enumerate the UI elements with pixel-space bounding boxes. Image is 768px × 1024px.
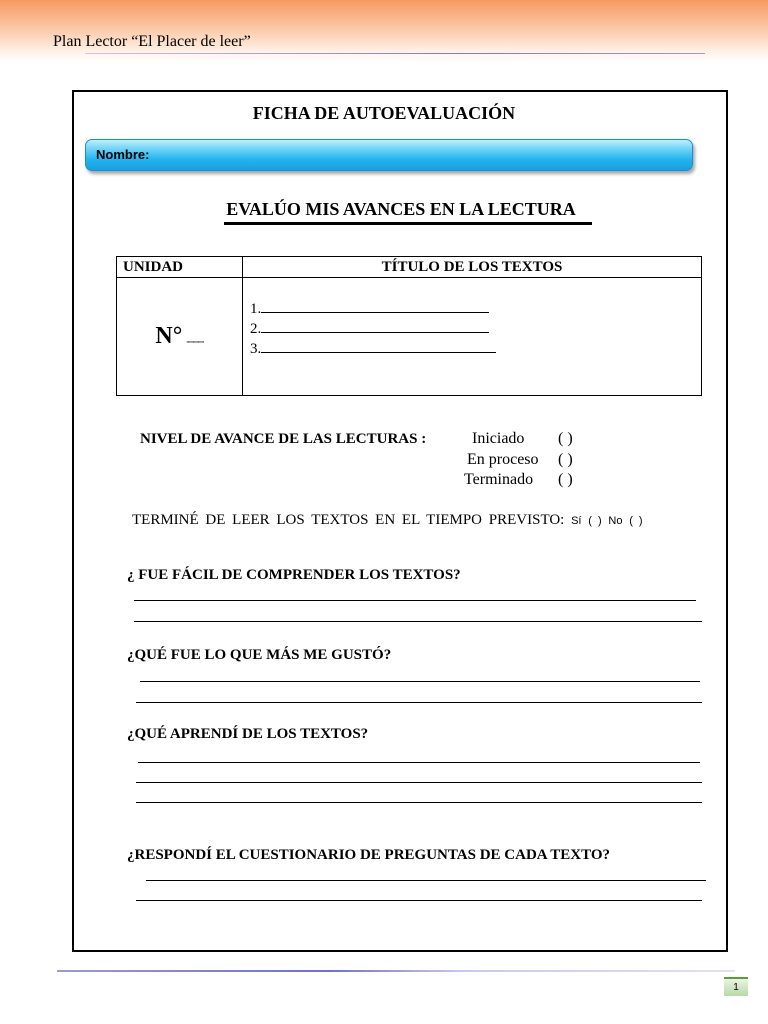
finished-colon: : xyxy=(560,512,565,528)
question-3: ¿QUÉ APRENDÍ DE LOS TEXTOS? xyxy=(127,726,369,742)
answer-line-2b[interactable] xyxy=(136,702,702,703)
unit-number-label: N° xyxy=(155,323,183,349)
answer-line-2a[interactable] xyxy=(140,681,700,682)
option-yes: Sí xyxy=(571,515,582,527)
text-title-number: 3. xyxy=(250,341,262,357)
answer-line-3a[interactable] xyxy=(138,762,700,763)
option-en-proceso: En proceso xyxy=(467,451,539,468)
header-title: Plan Lector “El Placer de leer” xyxy=(53,33,251,50)
question-1: ¿ FUE FÁCIL DE COMPRENDER LOS TEXTOS? xyxy=(127,567,461,583)
unit-number-cell[interactable] xyxy=(117,278,243,396)
answer-line-4a[interactable] xyxy=(146,880,706,881)
checkbox-yes[interactable]: ( ) xyxy=(588,515,602,527)
form-title: FICHA DE AUTOEVALUACIÓN xyxy=(252,103,516,123)
option-terminado: Terminado xyxy=(464,471,534,488)
progress-level-label: NIVEL DE AVANCE DE LAS LECTURAS : xyxy=(140,431,427,447)
subtitle-underline xyxy=(224,222,592,225)
footer-rule xyxy=(57,970,735,972)
finished-on-time-text: TERMINÉ DE LEER LOS TEXTOS EN EL TIEMPO PREVISTO xyxy=(132,512,561,528)
answer-line-1b[interactable] xyxy=(134,621,702,622)
units-table xyxy=(116,256,702,396)
text-titles-cell xyxy=(243,278,702,396)
option-iniciado: Iniciado xyxy=(472,430,525,447)
text-title-number: 1. xyxy=(250,301,262,317)
page-number: 1 xyxy=(724,977,748,996)
question-4: ¿RESPONDÍ EL CUESTIONARIO DE PREGUNTAS DE CADA TEXTO? xyxy=(127,847,611,863)
checkbox-iniciado[interactable]: ( ) xyxy=(558,430,573,447)
name-label: Nombre: xyxy=(96,147,150,162)
finished-on-time-label xyxy=(132,512,643,529)
answer-line-3b[interactable] xyxy=(136,782,702,783)
answer-line-3c[interactable] xyxy=(136,802,702,803)
checkbox-en-proceso[interactable]: ( ) xyxy=(558,451,573,468)
checkbox-no[interactable]: ( ) xyxy=(629,515,643,527)
unit-number-blank: .............. xyxy=(186,334,204,345)
text-title-line-2[interactable] xyxy=(250,320,489,338)
question-2: ¿QUÉ FUE LO QUE MÁS ME GUSTÓ? xyxy=(127,647,392,663)
option-no: No xyxy=(608,515,623,527)
text-title-line-1[interactable] xyxy=(250,300,489,318)
text-title-line-3[interactable] xyxy=(250,340,496,358)
column-header-unit: UNIDAD xyxy=(117,257,243,278)
text-title-number: 2. xyxy=(250,321,262,337)
column-header-titles: TÍTULO DE LOS TEXTOS xyxy=(243,257,702,278)
answer-line-1a[interactable] xyxy=(134,600,696,601)
header-rule xyxy=(85,53,705,54)
answer-line-4b[interactable] xyxy=(136,900,702,901)
name-field[interactable] xyxy=(85,139,693,171)
checkbox-terminado[interactable]: ( ) xyxy=(558,471,573,488)
form-subtitle: EVALÚO MIS AVANCES EN LA LECTURA xyxy=(226,199,576,219)
